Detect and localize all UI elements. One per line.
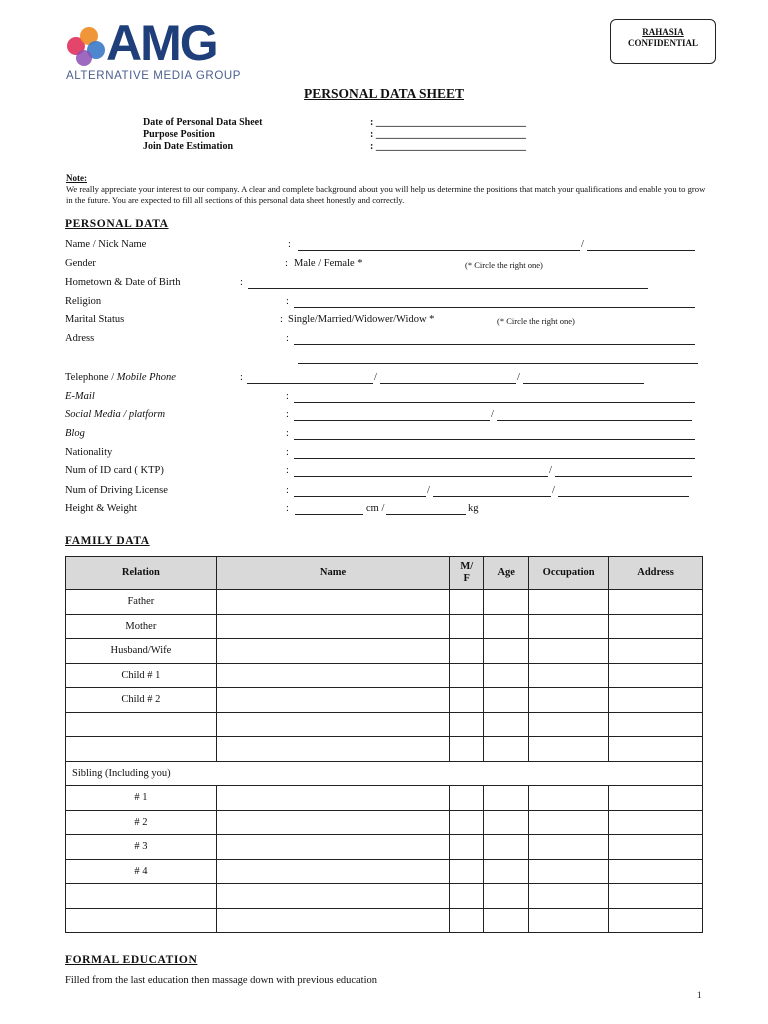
marital-options[interactable]: Single/Married/Widower/Widow * — [288, 314, 435, 325]
colon: : — [286, 447, 289, 458]
occupation-cell[interactable] — [529, 737, 609, 762]
age-cell[interactable] — [484, 786, 529, 811]
age-cell[interactable] — [484, 614, 529, 639]
email-input-line[interactable] — [294, 402, 695, 403]
name-cell[interactable] — [216, 663, 450, 688]
occupation-cell[interactable] — [529, 688, 609, 713]
occupation-cell[interactable] — [529, 663, 609, 688]
phone-input-line-2[interactable] — [380, 383, 516, 384]
nickname-input-line[interactable] — [587, 250, 695, 251]
phone-label-b: Mobile Phone — [116, 372, 176, 383]
header-age: Age — [484, 557, 529, 590]
mf-cell[interactable] — [450, 712, 484, 737]
address-cell[interactable] — [609, 590, 703, 615]
hometown-input-line[interactable] — [248, 288, 648, 289]
family-row — [66, 614, 703, 639]
address-input-line-2[interactable] — [298, 363, 698, 364]
mf-cell[interactable] — [450, 884, 484, 909]
mf-cell[interactable] — [450, 590, 484, 615]
name-cell[interactable] — [216, 712, 450, 737]
address-cell[interactable] — [609, 884, 703, 909]
meta-line-date[interactable]: : ______________________________ — [370, 117, 526, 128]
name-cell[interactable] — [216, 639, 450, 664]
occupation-cell[interactable] — [529, 884, 609, 909]
logo-brand: AMG — [106, 15, 217, 71]
family-row — [66, 590, 703, 615]
address-cell[interactable] — [609, 859, 703, 884]
name-input-line[interactable] — [298, 250, 580, 251]
slash: / — [581, 239, 584, 250]
driving-input-line-1[interactable] — [294, 496, 426, 497]
family-row — [66, 737, 703, 762]
mf-cell[interactable] — [450, 688, 484, 713]
mf-cell[interactable] — [450, 614, 484, 639]
slash: / — [374, 372, 377, 383]
confidential-line2: CONFIDENTIAL — [627, 38, 698, 48]
religion-input-line[interactable] — [294, 307, 695, 308]
occupation-cell[interactable] — [529, 786, 609, 811]
slash: / — [549, 465, 552, 476]
colon: : — [286, 333, 289, 344]
page-title: PERSONAL DATA SHEET — [303, 86, 465, 101]
slash: / — [427, 485, 430, 496]
address-cell[interactable] — [609, 737, 703, 762]
address-cell[interactable] — [609, 908, 703, 933]
mf-cell[interactable] — [450, 859, 484, 884]
header-address: Address — [609, 557, 703, 590]
address-cell[interactable] — [609, 835, 703, 860]
field-label-phone — [65, 372, 176, 383]
address-input-line-1[interactable] — [294, 344, 695, 345]
education-instruction: Filled from the last education then massage down with previous education — [65, 975, 378, 986]
family-table — [65, 556, 703, 933]
weight-unit: kg — [468, 503, 479, 514]
age-cell[interactable] — [484, 810, 529, 835]
address-cell[interactable] — [609, 639, 703, 664]
page-number: 1 — [697, 990, 702, 1000]
occupation-cell[interactable] — [529, 614, 609, 639]
mf-cell[interactable] — [450, 786, 484, 811]
slash: / — [552, 485, 555, 496]
meta-label-join: Join Date Estimation — [143, 141, 233, 152]
sibling-row — [66, 761, 703, 786]
idcard-input-line-1[interactable] — [294, 476, 548, 477]
address-cell[interactable] — [609, 663, 703, 688]
family-row — [66, 810, 703, 835]
relation-cell — [66, 884, 217, 909]
slash: / — [517, 372, 520, 383]
idcard-input-line-2[interactable] — [555, 476, 692, 477]
logo-subtitle: ALTERNATIVE MEDIA GROUP — [66, 70, 242, 82]
header-relation: Relation — [66, 557, 217, 590]
logo-dot-purple — [76, 50, 92, 66]
family-row — [66, 835, 703, 860]
driving-input-line-3[interactable] — [558, 496, 689, 497]
family-row — [66, 639, 703, 664]
field-label-hometown: Hometown & Date of Birth — [65, 277, 181, 288]
marital-note: (* Circle the right one) — [497, 316, 575, 326]
relation-cell: Father — [66, 590, 217, 615]
meta-label-position: Purpose Position — [143, 129, 215, 140]
colon: : — [286, 428, 289, 439]
confidential-stamp — [610, 19, 716, 64]
family-row — [66, 663, 703, 688]
field-label-height: Height & Weight — [65, 503, 137, 514]
family-row — [66, 688, 703, 713]
gender-options[interactable]: Male / Female * — [294, 258, 363, 269]
header-mf-line2: F — [463, 573, 470, 584]
colon: : — [288, 239, 291, 250]
nationality-input-line[interactable] — [294, 458, 695, 459]
address-cell[interactable] — [609, 712, 703, 737]
weight-input-line[interactable] — [386, 514, 466, 515]
personal-data-heading: PERSONAL DATA — [65, 218, 169, 230]
age-cell[interactable] — [484, 712, 529, 737]
phone-input-line-3[interactable] — [523, 383, 644, 384]
occupation-cell[interactable] — [529, 859, 609, 884]
occupation-cell[interactable] — [529, 639, 609, 664]
name-cell[interactable] — [216, 835, 450, 860]
relation-cell: Husband/Wife — [66, 639, 217, 664]
mf-cell[interactable] — [450, 737, 484, 762]
relation-cell: Child # 1 — [66, 663, 217, 688]
meta-line-position[interactable]: : ______________________________ — [370, 129, 526, 140]
name-cell[interactable] — [216, 810, 450, 835]
family-row — [66, 859, 703, 884]
slash: / — [491, 409, 494, 420]
colon: : — [240, 372, 243, 383]
name-cell[interactable] — [216, 614, 450, 639]
mf-cell[interactable] — [450, 639, 484, 664]
age-cell[interactable] — [484, 884, 529, 909]
field-label-gender: Gender — [65, 258, 96, 269]
colon: : — [286, 485, 289, 496]
family-row — [66, 908, 703, 933]
relation-cell — [66, 712, 217, 737]
age-cell[interactable] — [484, 859, 529, 884]
mf-cell[interactable] — [450, 908, 484, 933]
field-label-nationality: Nationality — [65, 447, 113, 458]
colon: : — [286, 409, 289, 420]
colon: : — [286, 296, 289, 307]
family-row — [66, 884, 703, 909]
relation-cell: # 2 — [66, 810, 217, 835]
field-label-address: Adress — [65, 333, 95, 344]
mf-cell[interactable] — [450, 835, 484, 860]
height-input-line[interactable] — [295, 514, 363, 515]
colon: : — [286, 465, 289, 476]
social-input-line-2[interactable] — [497, 420, 692, 421]
header-occupation: Occupation — [529, 557, 609, 590]
mf-cell[interactable] — [450, 810, 484, 835]
relation-cell: Mother — [66, 614, 217, 639]
occupation-cell[interactable] — [529, 835, 609, 860]
driving-input-line-2[interactable] — [433, 496, 551, 497]
name-cell[interactable] — [216, 737, 450, 762]
age-cell[interactable] — [484, 663, 529, 688]
field-label-idcard: Num of ID card ( KTP) — [65, 465, 164, 476]
family-row — [66, 786, 703, 811]
address-cell[interactable] — [609, 614, 703, 639]
colon: : — [240, 277, 243, 288]
relation-cell — [66, 737, 217, 762]
meta-label-date: Date of Personal Data Sheet — [143, 117, 263, 128]
address-cell[interactable] — [609, 688, 703, 713]
phone-input-line-1[interactable] — [247, 383, 373, 384]
age-cell[interactable] — [484, 737, 529, 762]
address-cell[interactable] — [609, 810, 703, 835]
field-label-driving: Num of Driving License — [65, 485, 168, 496]
colon: : — [285, 258, 288, 269]
name-cell[interactable] — [216, 786, 450, 811]
gender-note: (* Circle the right one) — [465, 260, 543, 270]
social-input-line-1[interactable] — [294, 420, 490, 421]
field-label-blog: Blog — [65, 428, 85, 439]
phone-label-a: Telephone / — [65, 372, 117, 383]
occupation-cell[interactable] — [529, 712, 609, 737]
occupation-cell[interactable] — [529, 590, 609, 615]
header-mf-line1: M/ — [460, 561, 474, 572]
age-cell[interactable] — [484, 908, 529, 933]
name-cell[interactable] — [216, 688, 450, 713]
note-heading: Note: — [66, 173, 87, 183]
age-cell[interactable] — [484, 639, 529, 664]
note-text: We really appreciate your interest to our company. A clear and complete background about you will help us determine the positions that match your qualifications and enable you to grow in the future. You are expected to fill all sections of this personal data sheet honestly and correctly. — [66, 184, 706, 205]
field-label-marital: Marital Status — [65, 314, 125, 325]
occupation-cell[interactable] — [529, 908, 609, 933]
family-header-row — [66, 557, 703, 590]
family-data-heading: FAMILY DATA — [65, 535, 150, 547]
family-row — [66, 712, 703, 737]
field-label-email: E-Mail — [65, 391, 95, 402]
relation-cell: # 1 — [66, 786, 217, 811]
field-label-social: Social Media / platform — [65, 409, 166, 420]
relation-cell: # 4 — [66, 859, 217, 884]
colon: : — [286, 503, 289, 514]
field-label-name: Name / Nick Name — [65, 239, 147, 250]
relation-cell: Child # 2 — [66, 688, 217, 713]
relation-cell — [66, 908, 217, 933]
colon: : — [286, 391, 289, 402]
age-cell[interactable] — [484, 590, 529, 615]
header-mf — [450, 557, 484, 590]
name-cell[interactable] — [216, 859, 450, 884]
name-cell[interactable] — [216, 590, 450, 615]
sibling-label: Sibling (Including you) — [66, 761, 703, 786]
confidential-line1: RAHASIA — [642, 27, 684, 37]
mf-cell[interactable] — [450, 663, 484, 688]
relation-cell: # 3 — [66, 835, 217, 860]
name-cell[interactable] — [216, 884, 450, 909]
colon: : — [280, 314, 283, 325]
name-cell[interactable] — [216, 908, 450, 933]
blog-input-line[interactable] — [294, 439, 695, 440]
formal-education-heading: FORMAL EDUCATION — [65, 954, 198, 966]
header-name: Name — [216, 557, 450, 590]
address-cell[interactable] — [609, 786, 703, 811]
age-cell[interactable] — [484, 688, 529, 713]
field-label-religion: Religion — [65, 296, 102, 307]
meta-line-join[interactable]: : ______________________________ — [370, 141, 526, 152]
height-unit: cm / — [366, 503, 385, 514]
occupation-cell[interactable] — [529, 810, 609, 835]
age-cell[interactable] — [484, 835, 529, 860]
